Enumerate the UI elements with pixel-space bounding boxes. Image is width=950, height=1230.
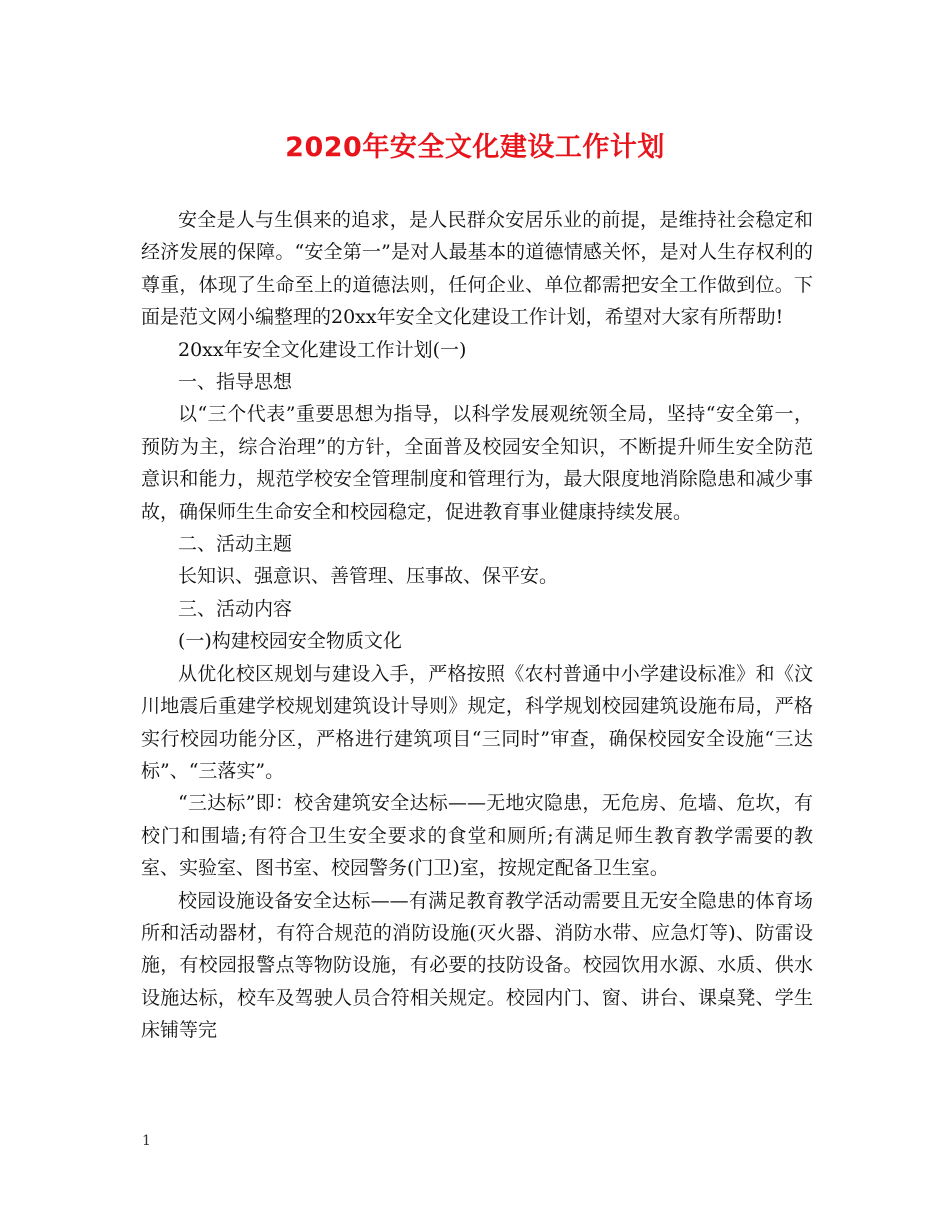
section-heading-activity-content: 三、活动内容: [178, 597, 293, 620]
paragraph-campus-planning: 从优化校区规划与建设入手，严格按照《农村普通中小学建设标准》和《汶川地震后重建学校规划建筑设计导则》规定，科学规划校园建筑设施布局，严格实行校园功能分区，严格进行建筑项目“三同时”审查，确保校园安全设施“三达标”、“三落实”。: [141, 662, 813, 782]
paragraph-activity-theme: 长知识、强意识、善管理、压事故、保平安。: [178, 565, 559, 588]
paragraph-three-standards: “三达标”即：校舍建筑安全达标——无地灾隐患，无危房、危墙、危坎，有校门和围墙;有符合卫生安全要求的食堂和厕所;有满足师生教育教学需要的教室、实验室、图书室、校园警务(门卫)室，按规定配备卫生室。: [141, 792, 813, 880]
section-heading-guiding-ideology: 一、指导思想: [178, 371, 293, 394]
section-heading-activity-theme: 二、活动主题: [178, 533, 293, 556]
document-title: 2020年安全文化建设工作计划: [285, 132, 665, 163]
page-number: 1: [142, 1133, 151, 1149]
paragraph-plan-heading: 20xx年安全文化建设工作计划(一): [178, 338, 467, 361]
subsection-heading-material-culture: (一)构建校园安全物质文化: [178, 630, 402, 653]
paragraph-guiding-ideology: 以“三个代表”重要思想为指导，以科学发展观统领全局，坚持“安全第一，预防为主，综合治理”的方针，全面普及校园安全知识，不断提升师生安全防范意识和能力，规范学校安全管理制度和管理行为，最大限度地消除隐患和减少事故，确保师生生命安全和校园稳定，促进教育事业健康持续发展。: [141, 403, 813, 523]
paragraph-intro: 安全是人与生俱来的追求，是人民群众安居乐业的前提，是维持社会稳定和经济发展的保障。“安全第一”是对人最基本的道德情感关怀，是对人生存权利的尊重，体现了生命至上的道德法则，任何企业、单位都需把安全工作做到位。下面是范文网小编整理的20xx年安全文化建设工作计划，希望对大家有所帮助!: [141, 209, 813, 329]
paragraph-facility-standards: 校园设施设备安全达标——有满足教育教学活动需要且无安全隐患的体育场所和活动器材，有符合规范的消防设施(灭火器、消防水带、应急灯等)、防雷设施，有校园报警点等物防设施，有必要的技防设备。校园饮用水源、水质、供水设施达标，校车及驾驶人员合符相关规定。校园内门、窗、讲台、课桌凳、学生床铺等完: [141, 889, 813, 1042]
document-body: [141, 204, 813, 1047]
